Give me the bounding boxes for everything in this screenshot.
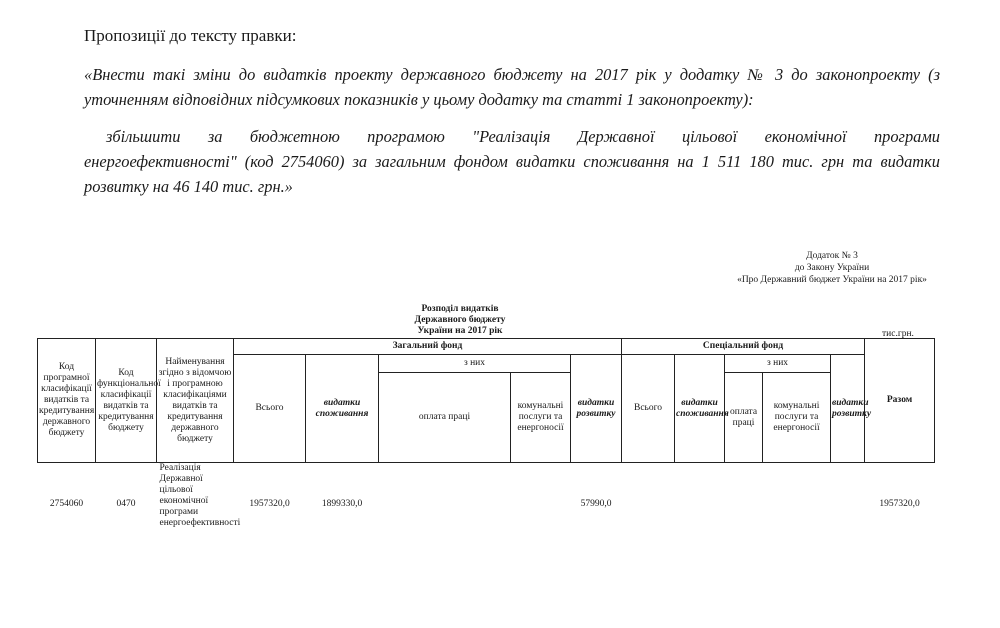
header-special-fund: Спеціальний фонд — [622, 339, 865, 355]
table-title-line3: України на 2017 рік — [417, 326, 503, 336]
header-sp-total: Всього — [622, 355, 675, 463]
row-functional-code: 0470 — [116, 499, 136, 509]
table-title-line1: Розподіл видатків — [421, 304, 499, 314]
row-consumption: 1899330,0 — [321, 499, 363, 509]
increase-paragraph-line1: збільшити за бюджетною програмою "Реалізація Державної цільової економічної програми — [106, 127, 940, 146]
header-consumption: видатки споживання — [306, 355, 379, 463]
row-total: 1957320,0 — [249, 499, 290, 509]
row-wages — [379, 463, 511, 543]
page-heading: Пропозиції до тексту правки: — [84, 26, 297, 45]
row-sp-consumption — [675, 463, 725, 543]
increase-paragraph — [84, 124, 940, 199]
row-grand-total: 1957320,0 — [879, 499, 920, 509]
header-functional-code: Код функціональної класифікації видатків та кредитування бюджету — [96, 339, 157, 463]
header-grand-total: Разом — [865, 339, 935, 463]
annex-law: до Закону України — [794, 263, 870, 273]
header-program-code: Код програмної класифікації видатків та кредитування державного бюджету — [38, 339, 96, 463]
row-sp-wages — [725, 463, 763, 543]
units-label: тис.грн. — [882, 329, 914, 339]
annex-law-title: «Про Державний бюджет України на 2017 рік» — [737, 275, 927, 285]
header-sp-wages: оплата праці — [725, 373, 763, 463]
header-utilities: комунальні послуги та енергоносії — [511, 373, 571, 463]
increase-paragraph-rest: енергоефективності" (код 2754060) за загальним фондом видатки споживання на 1 511 180 тис. грн та видатки розвитку на 46 140 тис. грн.» — [84, 152, 940, 196]
row-utilities — [511, 463, 571, 543]
header-sp-consumption: видатки споживання — [675, 355, 725, 463]
header-total: Всього — [234, 355, 306, 463]
row-development: 57990,0 — [580, 499, 612, 509]
table-title-line2: Державного бюджету — [414, 315, 506, 325]
row-name: Реалізація Державної цільової економічної програми енергоефективності — [159, 463, 241, 528]
row-sp-utilities — [763, 463, 831, 543]
table-row — [38, 463, 935, 543]
annex-number: Додаток № 3 — [806, 251, 858, 261]
header-wages: оплата праці — [379, 373, 511, 463]
budget-table — [37, 338, 935, 543]
row-sp-development — [831, 463, 865, 543]
row-program-code: 2754060 — [49, 499, 84, 509]
header-of-which: з них — [379, 355, 571, 373]
table-title — [370, 304, 550, 337]
header-name: Найменування згідно з відомчою і програмною класифікаціями видатків та кредитування державного бюджету — [157, 339, 234, 463]
header-sp-development: видатки розвитку — [831, 355, 865, 463]
amendment-paragraph: «Внести такі зміни до видатків проекту державного бюджету на 2017 рік у додатку № 3 до законопроекту (з уточненням відповідних підсумкових показників у цьому додатку та статті 1 законопроекту): — [84, 65, 940, 109]
header-general-fund: Загальний фонд — [234, 339, 622, 355]
header-sp-of-which: з них — [725, 355, 831, 373]
annex-reference — [732, 250, 932, 286]
row-sp-total — [622, 463, 675, 543]
header-sp-utilities: комунальні послуги та енергоносії — [763, 373, 831, 463]
header-development: видатки розвитку — [571, 355, 622, 463]
